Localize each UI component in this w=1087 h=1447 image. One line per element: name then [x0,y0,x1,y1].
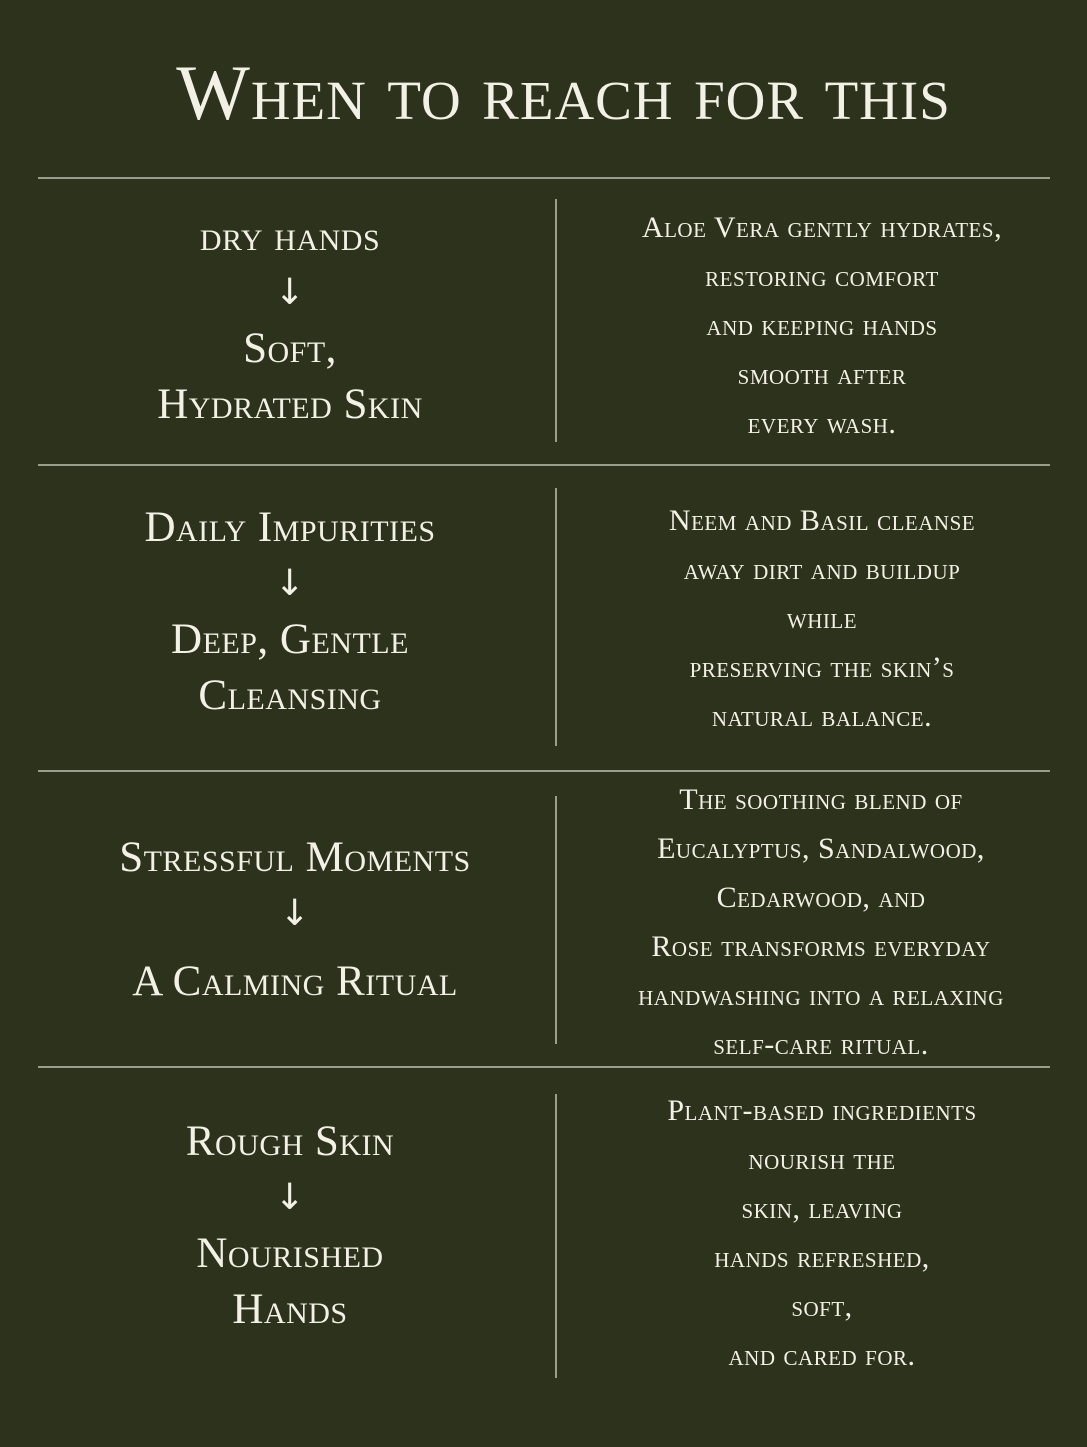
row-3-desc-line-3: Cedarwood, and [716,881,926,914]
row-1-problem: dry hands [199,213,381,260]
row-4-desc-line-5: soft, [791,1290,853,1323]
row-1-description [572,203,1072,448]
row-4-problem: Rough Skin [185,1118,395,1165]
row-4-desc-line-1: Plant-based ingredients [667,1094,977,1127]
divider-2 [38,770,1050,772]
row-2-desc-line-5: natural balance. [711,700,933,733]
row-1-desc-line-5: every wash. [747,407,897,440]
row-3-desc-line-2: Eucalyptus, Sandalwood, [657,832,985,865]
row-3-description [570,775,1072,1069]
down-arrow-icon: ↓ [274,1177,306,1218]
page-title: When to reach for this [176,49,951,136]
row-1-result-line-2: Hydrated Skin [157,381,423,428]
divider-3 [38,1066,1050,1068]
row-4-desc-line-3: skin, leaving [741,1192,903,1225]
row-4-description [572,1086,1072,1380]
row-1-desc-line-1: Aloe Vera gently hydrates, [641,211,1003,244]
row-2-left [40,500,540,724]
column-divider-3 [555,796,557,1044]
column-divider-2 [555,488,557,746]
column-divider-4 [555,1094,557,1378]
row-2-desc-line-2: away dirt and buildup [683,553,961,586]
row-3-desc-line-4: Rose transforms everyday [651,930,991,963]
row-3-desc-line-6: self-care ritual. [713,1028,929,1061]
row-2-problem: Daily Impurities [144,504,436,551]
row-2-desc-line-4: preserving the skin’s [689,651,955,684]
row-1-desc-line-4: smooth after [737,358,907,391]
row-3-left [45,830,545,1010]
row-4-result-line-1: Nourished [196,1230,384,1277]
row-4-desc-line-2: nourish the [748,1143,896,1176]
row-1-desc-line-3: and keeping hands [706,309,938,342]
row-4-desc-line-6: and cared for. [728,1339,916,1372]
divider-top [38,177,1050,179]
row-4-desc-line-4: hands refreshed, [714,1241,930,1274]
row-2-result-line-1: Deep, Gentle [171,616,409,663]
row-4-result-line-2: Hands [232,1286,348,1333]
down-arrow-icon: ↓ [274,563,306,604]
row-3-desc-line-5: handwashing into a relaxing [638,979,1004,1012]
row-4-left [40,1112,540,1340]
down-arrow-icon: ↓ [274,272,306,313]
row-1-result-line-1: Soft, [243,325,337,372]
row-3-desc-line-1: The soothing blend of [679,783,963,816]
row-2-result-line-2: Cleansing [198,672,382,719]
row-2-desc-line-1: Neem and Basil cleanse [668,504,976,537]
row-3-result: A Calming Ritual [132,958,458,1005]
down-arrow-icon: ↓ [279,893,311,934]
row-1-left [40,205,540,437]
row-1-desc-line-2: restoring comfort [705,260,939,293]
row-2-desc-line-3: while [786,602,858,635]
row-3-problem: Stressful Moments [119,834,471,881]
row-2-description [572,496,1072,741]
column-divider-1 [555,199,557,442]
divider-1 [38,464,1050,466]
